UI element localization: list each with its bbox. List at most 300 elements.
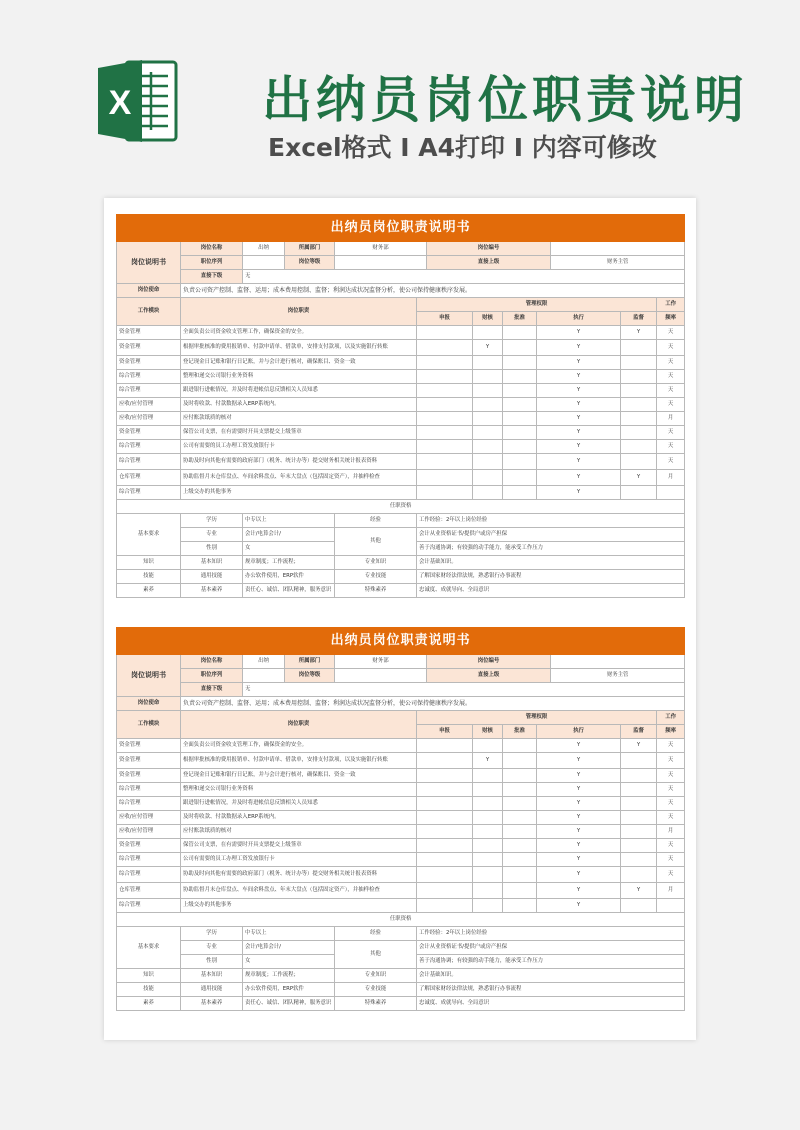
auth-mark[interactable] [473,811,503,825]
auth-mark[interactable] [503,486,537,500]
superior-label: 直接上级 [427,669,551,683]
dept-label: 所属部门 [285,242,335,256]
auth-mark[interactable] [503,883,537,899]
superior-label: 直接上级 [427,256,551,270]
duty-frequency[interactable] [657,899,685,913]
auth-mark[interactable] [417,340,473,356]
duty-module[interactable]: 应收/应付管理 [117,825,181,839]
duty-text[interactable]: 协助监督月末仓库盘点、车间余料盘点、年末大盘点（包括固定资产），并抽样检查 [181,883,417,899]
auth-mark[interactable] [417,825,473,839]
other-value-1[interactable]: 会计从业资格证书/提供户或房产担保 [417,528,685,542]
duty-text[interactable]: 协助及时向其他有需要的政府部门（税务、统计办等）提交财务相关统计报表资料 [181,454,417,470]
auth-mark[interactable] [473,326,503,340]
auth-mark[interactable] [473,899,503,913]
dept-value[interactable]: 财务部 [335,655,427,669]
auth-mark[interactable]: Y [537,739,621,753]
grade-label: 岗位等级 [285,669,335,683]
auth-mark[interactable]: Y [537,783,621,797]
auth-mark[interactable]: Y [537,454,621,470]
auth-mark[interactable] [503,853,537,867]
module-header: 工作模块 [117,711,181,739]
auth-mark[interactable] [417,811,473,825]
pro-knowledge-value[interactable]: 会计基础知识。 [417,969,685,983]
duty-text[interactable]: 公司有需要的员工办理工资发放银行卡 [181,440,417,454]
superior-value[interactable]: 财务主管 [551,669,685,683]
grade-value[interactable] [335,256,427,270]
auth-mark[interactable] [503,470,537,486]
auth-mark[interactable] [503,769,537,783]
quality-label: 素养 [117,584,181,598]
other-value-1[interactable]: 会计从业资格证书/提供户或房产担保 [417,941,685,955]
auth-mark[interactable] [503,440,537,454]
auth-mark[interactable] [503,340,537,356]
auth-mark[interactable] [473,356,503,370]
auth-mark[interactable]: Y [537,426,621,440]
auth-mark[interactable] [473,797,503,811]
auth-mark[interactable] [417,853,473,867]
basic-knowledge-label: 基本知识 [181,969,243,983]
auth-col-header: 监督 [621,312,657,326]
general-skill-value[interactable]: 办公软件使用，ERP软件 [243,570,335,584]
auth-mark[interactable] [473,839,503,853]
grade-value[interactable] [335,669,427,683]
edu-label: 学历 [181,927,243,941]
job-description-table [116,214,685,598]
dept-label: 所属部门 [285,655,335,669]
auth-mark[interactable] [503,326,537,340]
duty-frequency[interactable] [657,486,685,500]
auth-mark[interactable]: Y [621,326,657,340]
exp-value[interactable]: 工作经验：2年以上岗位经验 [417,927,685,941]
auth-mark[interactable]: Y [537,486,621,500]
duty-text[interactable]: 保管公司支票，在有需要时开具支票提交上级签章 [181,426,417,440]
auth-mark[interactable]: Y [621,883,657,899]
auth-mark[interactable] [503,398,537,412]
duty-module[interactable]: 综合管理 [117,384,181,398]
post-name-value[interactable]: 出纳 [243,242,285,256]
duty-module[interactable]: 资金管理 [117,739,181,753]
pro-skill-value[interactable]: 了解国家财经法律法规，熟悉银行办事流程 [417,983,685,997]
duty-text[interactable]: 全面负责公司资金收支管理工作，确保资金的安全。 [181,739,417,753]
job-sheet-2 [116,627,684,1011]
duty-frequency[interactable]: 月 [657,825,685,839]
other-value-2[interactable]: 善于沟通协调；有较强的动手能力，能承受工作压力 [417,955,685,969]
duty-frequency[interactable]: 天 [657,440,685,454]
auth-mark[interactable] [473,384,503,398]
auth-mark[interactable] [621,769,657,783]
duty-text[interactable]: 上级交办的其他事务 [181,899,417,913]
duty-frequency[interactable]: 天 [657,384,685,398]
duty-frequency[interactable]: 天 [657,398,685,412]
duty-row [117,470,685,486]
basic-quality-value[interactable]: 责任心、诚信、团队精神，服务意识 [243,997,335,1011]
auth-col-header: 申报 [417,725,473,739]
auth-mark[interactable] [621,811,657,825]
post-name-label: 岗位名称 [181,242,243,256]
auth-mark[interactable] [473,470,503,486]
auth-mark[interactable] [621,797,657,811]
seq-label: 职位序列 [181,669,243,683]
duty-row [117,839,685,853]
auth-mark[interactable] [417,412,473,426]
work-header: 工作 [657,711,685,725]
auth-mark[interactable] [503,899,537,913]
duty-module[interactable]: 资金管理 [117,753,181,769]
auth-mark[interactable]: Y [537,797,621,811]
mission-value[interactable]: 负责公司资产控制、监督、运用；成本费用控制、监督；利润达成状况监督分析，使公司保持健康秩序发展。 [181,284,685,298]
duty-module[interactable]: 资金管理 [117,340,181,356]
auth-mark[interactable] [503,739,537,753]
duty-module[interactable]: 综合管理 [117,853,181,867]
exp-value[interactable]: 工作经验：2年以上岗位经验 [417,514,685,528]
sheet-title: 出纳员岗位职责说明书 [117,215,685,242]
auth-mark[interactable] [621,398,657,412]
duty-module[interactable]: 综合管理 [117,783,181,797]
gender-value[interactable]: 女 [243,955,335,969]
auth-mark[interactable] [621,454,657,470]
auth-mark[interactable] [417,454,473,470]
auth-mark[interactable]: Y [537,753,621,769]
basic-quality-value[interactable]: 责任心、诚信、团队精神，服务意识 [243,584,335,598]
superior-value[interactable]: 财务主管 [551,256,685,270]
auth-mark[interactable] [503,839,537,853]
basic-quality-label: 基本素养 [181,584,243,598]
auth-mark[interactable] [503,783,537,797]
duty-frequency[interactable]: 月 [657,470,685,486]
duty-row [117,370,685,384]
duty-text[interactable]: 整理和递交公司银行业务资料 [181,370,417,384]
auth-mark[interactable] [473,883,503,899]
auth-mark[interactable] [417,370,473,384]
auth-mark[interactable] [503,867,537,883]
auth-mark[interactable] [417,797,473,811]
duty-header: 岗位职责 [181,711,417,739]
grade-label: 岗位等级 [285,256,335,270]
auth-mark[interactable] [417,326,473,340]
duty-text[interactable]: 协助及时向其他有需要的政府部门（税务、统计办等）提交财务相关统计报表资料 [181,867,417,883]
auth-mark[interactable] [621,356,657,370]
auth-mark[interactable] [503,454,537,470]
auth-mark[interactable] [417,739,473,753]
duty-text[interactable]: 应付账款纸质的核对 [181,825,417,839]
duty-row [117,899,685,913]
auth-mark[interactable]: Y [537,883,621,899]
duty-frequency[interactable]: 天 [657,853,685,867]
auth-mark[interactable] [621,412,657,426]
auth-mark[interactable] [621,867,657,883]
duty-frequency[interactable]: 天 [657,867,685,883]
duty-module[interactable]: 应收/应付管理 [117,398,181,412]
pro-knowledge-value[interactable]: 会计基础知识。 [417,556,685,570]
duty-row [117,326,685,340]
duty-module[interactable]: 资金管理 [117,769,181,783]
duty-module[interactable]: 仓库管理 [117,883,181,899]
duty-module[interactable]: 仓库管理 [117,470,181,486]
duty-text[interactable]: 上级交办的其他事务 [181,486,417,500]
duty-text[interactable]: 跟进银行进帐情况，并及时将进帐信息反馈相关人员知悉 [181,797,417,811]
duty-module[interactable]: 综合管理 [117,440,181,454]
auth-mark[interactable] [473,454,503,470]
major-value[interactable]: 会计/电算会计/ [243,941,335,955]
auth-mark[interactable] [417,470,473,486]
auth-mark[interactable] [417,486,473,500]
edu-label: 学历 [181,514,243,528]
basic-knowledge-value[interactable]: 规章制度；工作流程； [243,969,335,983]
auth-mark[interactable] [417,440,473,454]
excel-logo-letter: X [108,84,132,122]
auth-mark[interactable] [503,753,537,769]
auth-mark[interactable]: Y [537,440,621,454]
auth-mark[interactable] [503,384,537,398]
duty-text[interactable]: 跟进银行进帐情况，并及时将进帐信息反馈相关人员知悉 [181,384,417,398]
duty-row [117,811,685,825]
sheet-title: 出纳员岗位职责说明书 [117,628,685,655]
auth-mark[interactable] [503,426,537,440]
header-banner [0,0,800,196]
auth-mark[interactable] [473,739,503,753]
seq-label: 职位序列 [181,256,243,270]
duty-text[interactable]: 应付账款纸质的核对 [181,412,417,426]
auth-col-header: 批准 [503,725,537,739]
duty-text[interactable]: 登记现金日记账和银行日记账，并与会计进行核对，确保账目、资金一致 [181,356,417,370]
gender-value[interactable]: 女 [243,542,335,556]
other-label: 其他 [335,941,417,969]
duty-text[interactable]: 根据审批核准的费用报销单、付款申请单、借款单，安排支付款项，以及实施银行转账 [181,340,417,356]
duty-row [117,739,685,753]
auth-mark[interactable]: Y [537,899,621,913]
mission-value[interactable]: 负责公司资产控制、监督、运用；成本费用控制、监督；利润达成状况监督分析，使公司保持健康秩序发展。 [181,697,685,711]
duty-module[interactable]: 综合管理 [117,899,181,913]
other-label: 其他 [335,528,417,556]
duty-text[interactable]: 及时将收款、付款数据录入ERP系统内。 [181,811,417,825]
basic-knowledge-label: 基本知识 [181,556,243,570]
general-skill-value[interactable]: 办公软件使用，ERP软件 [243,983,335,997]
edu-value[interactable]: 中专以上 [243,514,335,528]
duty-frequency[interactable]: 天 [657,356,685,370]
auth-mark[interactable] [621,440,657,454]
general-skill-label: 通用技能 [181,570,243,584]
auth-mark[interactable] [473,825,503,839]
auth-mark[interactable] [473,769,503,783]
duty-frequency[interactable]: 天 [657,739,685,753]
sub-value[interactable]: 无 [243,270,685,284]
auth-mark[interactable] [503,825,537,839]
auth-mark[interactable] [503,797,537,811]
auth-mark[interactable] [621,426,657,440]
pro-skill-label: 专业技能 [335,983,417,997]
general-skill-label: 通用技能 [181,983,243,997]
auth-mark[interactable] [417,867,473,883]
auth-mark[interactable]: Y [537,839,621,853]
duty-frequency[interactable]: 天 [657,783,685,797]
post-no-value[interactable] [551,242,685,256]
auth-mark[interactable] [417,783,473,797]
seq-value[interactable] [243,256,285,270]
mission-label: 岗位使命 [117,284,181,298]
auth-mark[interactable] [417,398,473,412]
auth-mark[interactable] [473,783,503,797]
auth-mark[interactable] [417,899,473,913]
auth-mark[interactable] [417,769,473,783]
basic-req-label: 基本要求 [117,514,181,556]
duty-row [117,426,685,440]
auth-mark[interactable]: Y [621,470,657,486]
edu-value[interactable]: 中专以上 [243,927,335,941]
duty-frequency[interactable]: 天 [657,426,685,440]
auth-col-header: 执行 [537,312,621,326]
auth-mark[interactable] [503,412,537,426]
quality-label: 素养 [117,997,181,1011]
duty-module[interactable]: 综合管理 [117,454,181,470]
auth-col-header: 财核 [473,725,503,739]
auth-mark[interactable]: Y [537,340,621,356]
duty-frequency[interactable]: 天 [657,839,685,853]
skill-label: 技能 [117,570,181,584]
auth-mark[interactable]: Y [537,384,621,398]
auth-mark[interactable] [503,370,537,384]
post-name-value[interactable]: 出纳 [243,655,285,669]
duty-module[interactable]: 综合管理 [117,797,181,811]
auth-mark[interactable]: Y [537,853,621,867]
auth-mark[interactable]: Y [537,326,621,340]
auth-mark[interactable] [621,370,657,384]
post-no-value[interactable] [551,655,685,669]
duty-row [117,356,685,370]
duty-module[interactable]: 综合管理 [117,370,181,384]
job-description-table [116,627,685,1011]
auth-mark[interactable] [473,853,503,867]
auth-mark[interactable] [621,340,657,356]
duty-module[interactable]: 应收/应付管理 [117,412,181,426]
duty-text[interactable]: 及时将收款、付款数据录入ERP系统内。 [181,398,417,412]
page-subtitle: Excel格式 I A4打印 I 内容可修改 [268,133,657,162]
auth-mark[interactable] [503,811,537,825]
auth-mark[interactable] [621,853,657,867]
duty-module[interactable]: 综合管理 [117,867,181,883]
auth-mark[interactable]: Y [537,398,621,412]
auth-mark[interactable] [417,753,473,769]
auth-mark[interactable] [621,783,657,797]
duty-frequency[interactable]: 天 [657,769,685,783]
duty-module[interactable]: 应收/应付管理 [117,811,181,825]
major-label: 专业 [181,941,243,955]
auth-mark[interactable]: Y [537,412,621,426]
special-quality-value[interactable]: 忠诚度、成就导向、全局意识 [417,584,685,598]
auth-mark[interactable] [621,384,657,398]
duty-row [117,412,685,426]
auth-mark[interactable] [417,356,473,370]
auth-mark[interactable] [473,412,503,426]
duty-text[interactable]: 协助监督月末仓库盘点、车间余料盘点、年末大盘点（包括固定资产），并抽样检查 [181,470,417,486]
duty-frequency[interactable]: 天 [657,340,685,356]
auth-mark[interactable] [473,426,503,440]
duty-module[interactable]: 资金管理 [117,426,181,440]
auth-mark[interactable]: Y [537,811,621,825]
major-value[interactable]: 会计/电算会计/ [243,528,335,542]
auth-mark[interactable]: Y [537,470,621,486]
auth-mark[interactable] [621,753,657,769]
seq-value[interactable] [243,669,285,683]
duty-text[interactable]: 根据审批核准的费用报销单、付款申请单、借款单，安排支付款项，以及实施银行转账 [181,753,417,769]
auth-mark[interactable] [621,486,657,500]
duty-text[interactable]: 公司有需要的员工办理工资发放银行卡 [181,853,417,867]
other-value-2[interactable]: 善于沟通协调；有较强的动手能力，能承受工作压力 [417,542,685,556]
auth-mark[interactable]: Y [537,370,621,384]
auth-mark[interactable]: Y [621,739,657,753]
dept-value[interactable]: 财务部 [335,242,427,256]
auth-mark[interactable] [473,440,503,454]
excel-icon [96,58,178,144]
duty-module[interactable]: 综合管理 [117,486,181,500]
duty-frequency[interactable]: 月 [657,412,685,426]
duty-row [117,783,685,797]
duty-frequency[interactable]: 天 [657,326,685,340]
basic-knowledge-value[interactable]: 规章制度；工作流程； [243,556,335,570]
duty-frequency[interactable]: 天 [657,797,685,811]
auth-mark[interactable] [473,867,503,883]
duty-text[interactable]: 登记现金日记账和银行日记账，并与会计进行核对，确保账目、资金一致 [181,769,417,783]
major-label: 专业 [181,528,243,542]
gender-label: 性别 [181,542,243,556]
sub-label: 直接下级 [181,270,243,284]
pro-knowledge-label: 专业知识 [335,969,417,983]
auth-mark[interactable]: Y [537,769,621,783]
duty-frequency[interactable]: 天 [657,370,685,384]
duty-row [117,384,685,398]
duty-header: 岗位职责 [181,298,417,326]
duty-module[interactable]: 资金管理 [117,839,181,853]
auth-mark[interactable]: Y [537,825,621,839]
special-quality-value[interactable]: 忠诚度、成就导向、全局意识 [417,997,685,1011]
auth-mark[interactable] [473,486,503,500]
qual-header: 任职资格 [117,500,685,514]
knowledge-label: 知识 [117,556,181,570]
auth-mark[interactable] [621,899,657,913]
duty-module[interactable]: 资金管理 [117,326,181,340]
pro-skill-value[interactable]: 了解国家财经法律法规，熟悉银行办事流程 [417,570,685,584]
auth-col-header: 批准 [503,312,537,326]
auth-mark[interactable] [417,384,473,398]
duty-frequency[interactable]: 月 [657,883,685,899]
exp-label: 经验 [335,927,417,941]
duty-text[interactable]: 整理和递交公司银行业务资料 [181,783,417,797]
sub-value[interactable]: 无 [243,683,685,697]
auth-mark[interactable]: Y [537,867,621,883]
auth-mark[interactable] [473,398,503,412]
post-desc-label: 岗位说明书 [117,242,181,284]
freq-header: 频率 [657,312,685,326]
auth-mark[interactable] [417,839,473,853]
basic-req-label: 基本要求 [117,927,181,969]
freq-header: 频率 [657,725,685,739]
auth-mark[interactable] [621,825,657,839]
duty-module[interactable]: 资金管理 [117,356,181,370]
auth-mark[interactable]: Y [473,753,503,769]
duty-text[interactable]: 保管公司支票，在有需要时开具支票提交上级签章 [181,839,417,853]
duty-text[interactable]: 全面负责公司资金收支管理工作，确保资金的安全。 [181,326,417,340]
duty-frequency[interactable]: 天 [657,811,685,825]
auth-mark[interactable] [417,883,473,899]
auth-mark[interactable] [473,370,503,384]
auth-mark[interactable] [503,356,537,370]
auth-mark[interactable]: Y [537,356,621,370]
duty-frequency[interactable]: 天 [657,454,685,470]
duty-frequency[interactable]: 天 [657,753,685,769]
auth-mark[interactable] [417,426,473,440]
auth-mark[interactable] [621,839,657,853]
duty-row [117,440,685,454]
auth-mark[interactable]: Y [473,340,503,356]
